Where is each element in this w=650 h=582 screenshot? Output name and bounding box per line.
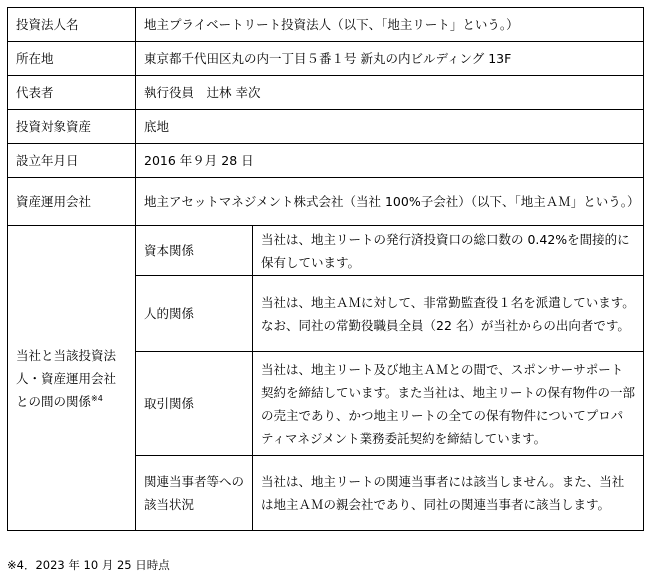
table-row xyxy=(8,226,644,276)
company-info-table xyxy=(7,7,644,531)
row-value: 2016 年９月 28 日 xyxy=(136,144,644,178)
table-row xyxy=(8,144,644,178)
row-value: 東京都千代田区丸の内一丁目５番１号 新丸の内ビルディング 13F xyxy=(136,42,644,76)
sub-row-label: 関連当事者等への該当状況 xyxy=(136,456,253,531)
row-label: 設立年月日 xyxy=(8,144,136,178)
row-label: 代表者 xyxy=(8,76,136,110)
row-label: 資産運用会社 xyxy=(8,178,136,226)
row-value: 地主アセットマネジメント株式会社（当社 100%子会社）（以下、「地主ＡＭ」という。） xyxy=(136,178,644,226)
row-value: 地主プライベートリート投資法人（以下、「地主リート」という。） xyxy=(136,8,644,42)
relationship-label xyxy=(8,226,136,531)
sub-row-label: 取引関係 xyxy=(136,352,253,456)
row-value: 底地 xyxy=(136,110,644,144)
sub-row-label: 人的関係 xyxy=(136,276,253,352)
footnote-marker: ※4 xyxy=(91,393,103,403)
sub-row-value: 当社は、地主リートの関連当事者には該当しません。また、当社は地主ＡＭの親会社であり、同社の関連当事者に該当します。 xyxy=(253,456,644,531)
company-info-table-wrapper xyxy=(7,7,644,531)
sub-row-value: 当社は、地主ＡＭに対して、非常勤監査役１名を派遣しています。なお、同社の常勤役職員全員（22 名）が当社からの出向者です。 xyxy=(253,276,644,352)
row-label: 投資対象資産 xyxy=(8,110,136,144)
footnote: ※4．2023 年 10 月 25 日時点 xyxy=(7,558,170,572)
table-row xyxy=(8,42,644,76)
row-label: 所在地 xyxy=(8,42,136,76)
sub-row-value: 当社は、地主リート及び地主ＡＭとの間で、スポンサーサポート契約を締結しています。また当社は、地主リートの保有物件の一部の売主であり、かつ地主リートの全ての保有物件についてプロパティマネジメント業務委託契約を締結しています。 xyxy=(253,352,644,456)
table-row xyxy=(8,8,644,42)
table-row xyxy=(8,110,644,144)
table-row xyxy=(8,178,644,226)
row-label: 投資法人名 xyxy=(8,8,136,42)
sub-row-label: 資本関係 xyxy=(136,226,253,276)
row-value: 執行役員 辻林 幸次 xyxy=(136,76,644,110)
relationship-label-text: 当社と当該投資法人・資産運用会社との間の関係 xyxy=(16,347,117,409)
table-row xyxy=(8,76,644,110)
sub-row-value: 当社は、地主リートの発行済投資口の総口数の 0.42%を間接的に保有しています。 xyxy=(253,226,644,276)
